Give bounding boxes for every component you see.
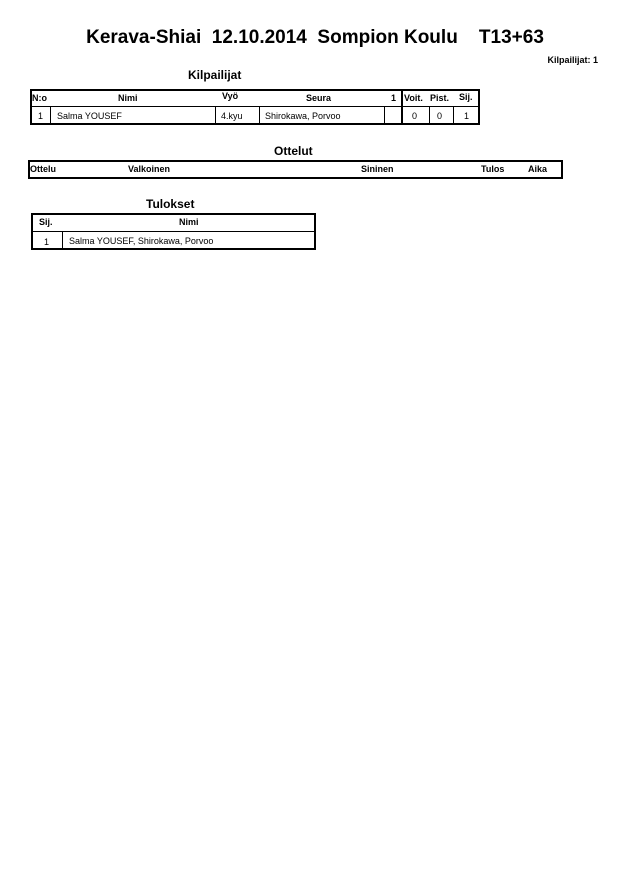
col-belt-header: Vyö <box>222 91 239 101</box>
col-points-header: Pist. <box>430 93 450 103</box>
column-divider <box>215 107 216 124</box>
competitor-place: 1 <box>464 111 470 121</box>
column-divider <box>429 107 430 124</box>
col-place-header: Sij. <box>459 92 473 102</box>
col-club-header: Seura <box>306 93 332 103</box>
result-name: Salma YOUSEF, Shirokawa, Porvoo <box>69 236 214 246</box>
col-round-header: 1 <box>391 93 397 103</box>
col-no-header: N:o <box>32 93 47 103</box>
competitor-wins: 0 <box>412 111 418 121</box>
col-name-header: Nimi <box>179 217 199 227</box>
column-divider <box>50 107 51 124</box>
column-divider <box>384 107 385 124</box>
col-name-header: Nimi <box>118 93 138 103</box>
competitor-no: 1 <box>38 111 44 121</box>
competitors-section-title: Kilpailijat <box>188 68 242 82</box>
col-white-header: Valkoinen <box>128 164 171 174</box>
col-place-header: Sij. <box>39 217 53 227</box>
row-divider <box>30 106 480 107</box>
col-time-header: Aika <box>528 164 548 174</box>
result-place: 1 <box>44 237 50 247</box>
col-blue-header: Sininen <box>361 164 394 174</box>
row-divider <box>31 231 316 232</box>
column-divider <box>453 107 454 124</box>
competitor-club: Shirokawa, Porvoo <box>265 111 341 121</box>
competitor-count: Kilpailijat: 1 <box>547 55 598 65</box>
col-wins-header: Voit. <box>404 93 423 103</box>
column-divider <box>401 89 403 125</box>
page-title: Kerava-Shiai 12.10.2014 Sompion Koulu T13+63 <box>86 27 544 48</box>
col-match-header: Ottelu <box>30 164 56 174</box>
column-divider <box>62 232 63 249</box>
competitor-points: 0 <box>437 111 443 121</box>
competitor-belt: 4.kyu <box>221 111 243 121</box>
results-section-title: Tulokset <box>146 197 195 211</box>
col-result-header: Tulos <box>481 164 505 174</box>
matches-section-title: Ottelut <box>274 144 313 158</box>
column-divider <box>259 107 260 124</box>
competitor-name: Salma YOUSEF <box>57 111 122 121</box>
